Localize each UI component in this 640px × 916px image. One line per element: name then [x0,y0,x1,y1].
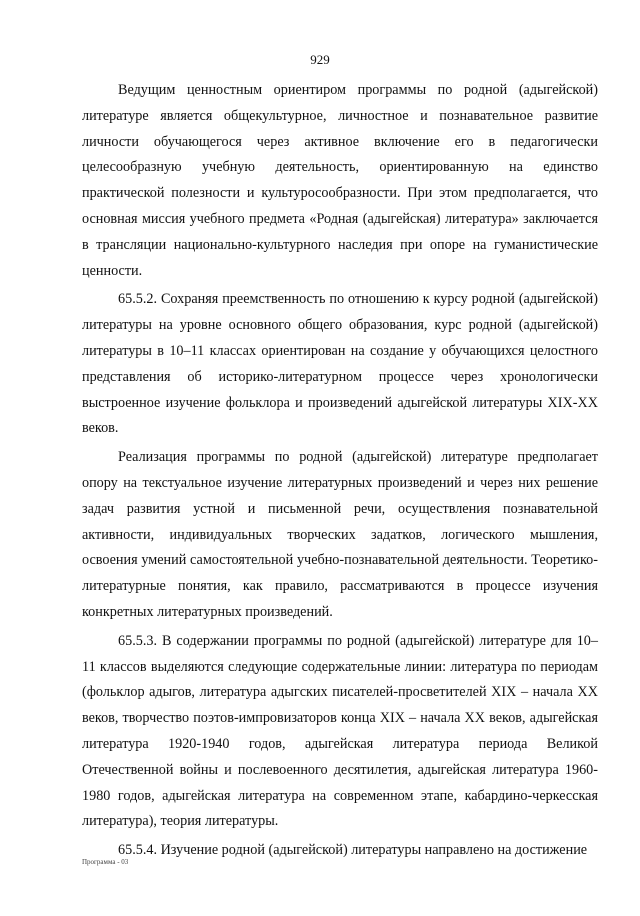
paragraph-1: Ведущим ценностным ориентиром программы по родной (адыгейской) литературе является общекультурное, личностное и познавательное развитие личности обучающегося через активное включение его в педагогически целесообразную учебную деятельность, ориентированную на единство практической полезности и культуросообразности. При этом предполагается, что основная миссия учебного предмета «Родная (адыгейская) литература» заключается в трансляции национально-культурного наследия при опоре на гуманистические ценности. [82,82,598,279]
paragraph-2: 65.5.2. Сохраняя преемственность по отношению к курсу родной (адыгейской) литературы на уровне основного общего образования, курс родной (адыгейской) литературы в 10–11 классах ориентирован на создание у обучающихся целостного представления об историко-литературном процессе через хронологически выстроенное изучение фольклора и произведений адыгейской литературы XIX-XX веков. [82,291,598,437]
paragraph-4: 65.5.3. В содержании программы по родной (адыгейской) литературе для 10–11 классов выделяются следующие содержательные линии: литература по периодам (фольклор адыгов, литература адыгских писателей-просветителей XIX – начала XX веков, творчество поэтов-импровизаторов конца XIX – начала XX веков, адыгейская литература 1920-1940 годов, адыгейская литература периода Великой Отечественной войны и послевоенного десятилетия, адыгейская литература 1960-1980 годов, адыгейская литература на современном этапе, кабардино-черкесская литература), теория литературы. [82,632,598,830]
page-footer: Программа - 03 [82,858,129,866]
paragraph-3: Реализация программы по родной (адыгейской) литературе предполагает опору на текстуальное изучение литературных произведений и через них решение задач развития устной и письменной речи, осуществления познавательной активности, индивидуальных творческих задатков, логического мышления, освоения умений самостоятельной учебно-познавательной деятельности. Теоретико-литературные понятия, как правило, рассматриваются в процессе изучения конкретных литературных произведений. [82,449,598,620]
page-number: 929 [310,52,330,67]
paragraph-5: 65.5.4. Изучение родной (адыгейской) литературы направлено на достижение [118,842,588,859]
document-body [82,78,598,867]
